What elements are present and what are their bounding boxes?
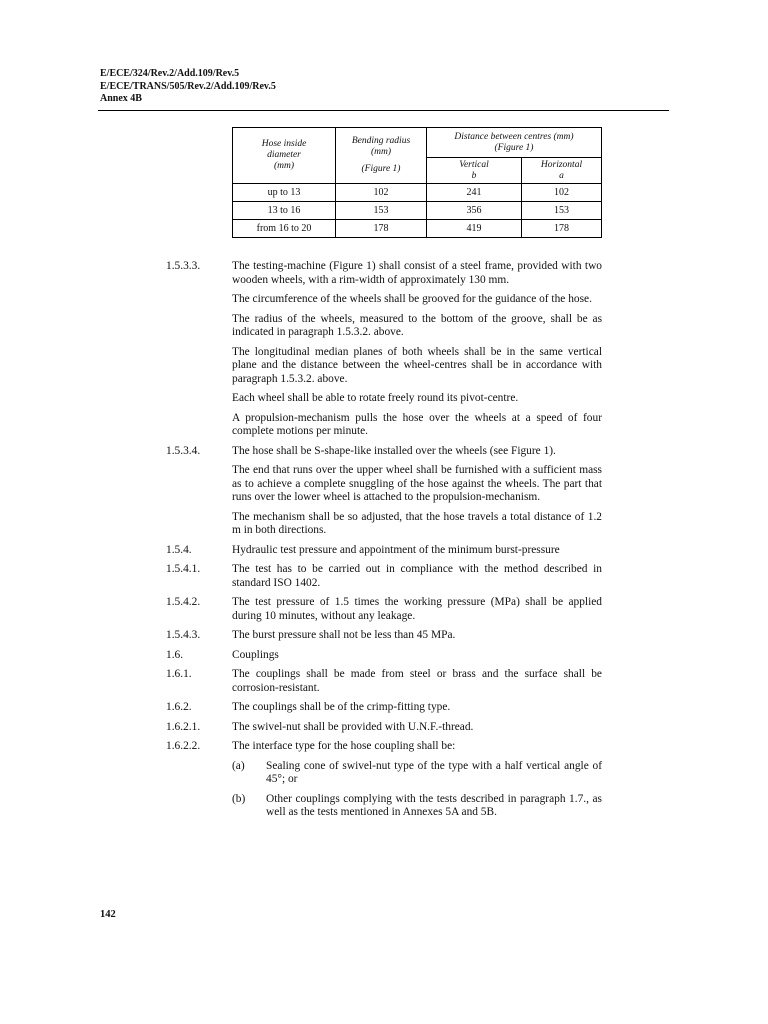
paragraph-text: The interface type for the hose coupling shall be: — [232, 740, 456, 752]
paragraph — [0, 346, 768, 387]
header-rule — [98, 110, 669, 111]
paragraph-text: The testing-machine (Figure 1) shall consist of a steel frame, provided with two wooden wheels, with a rim-width of approximately 130 mm. — [232, 260, 602, 286]
col-distance-centres: Distance between centres (mm) (Figure 1) — [427, 128, 602, 158]
col-hose-diameter: Hose inside diameter (mm) — [233, 128, 336, 184]
paragraph-text: The end that runs over the upper wheel shall be furnished with a sufficient mass as to achieve a complete snuggling of the hose against the wheels. The part that runs over the lower wheel is attached to the propulsion-mechanism. — [232, 464, 602, 503]
paragraph-text: The longitudinal median planes of both wheels shall be in the same vertical plane and the distance between the wheel-centres shall be in accordance with paragraph 1.5.3.2. above. — [232, 345, 602, 385]
paragraph-number: 1.5.4.1. — [166, 563, 201, 575]
document-body — [0, 260, 768, 826]
paragraph-number: 1.6. — [166, 648, 184, 661]
list-item-label: (b) — [232, 792, 246, 805]
paragraph-text: The couplings shall be made from steel or brass and the surface shall be corrosion-resistant. — [232, 668, 602, 694]
annex-label: Annex 4B — [100, 93, 142, 104]
doc-symbol-2: E/ECE/TRANS/505/Rev.2/Add.109/Rev.5 — [100, 80, 276, 92]
paragraph-text: The mechanism shall be so adjusted, that the hose travels a total distance of 1.2 m in both directions. — [232, 510, 602, 536]
col-vertical: Vertical b — [427, 158, 522, 184]
paragraph — [0, 649, 768, 663]
col-bending-radius: Bending radius (mm) (Figure 1) — [336, 128, 427, 184]
paragraph — [0, 260, 768, 287]
paragraph — [0, 701, 768, 715]
paragraph-number: 1.5.4.3. — [166, 629, 201, 641]
paragraph — [0, 563, 768, 590]
table-row: up to 13 102 241 102 — [233, 184, 602, 202]
table-row: 13 to 16 153 356 153 — [233, 202, 602, 220]
paragraph-text: The swivel-nut shall be provided with U.N.F.-thread. — [232, 720, 474, 733]
col-horizontal: Horizontal a — [522, 158, 602, 184]
paragraph-text: Hydraulic test pressure and appointment of the minimum burst-pressure — [232, 543, 560, 556]
paragraph-number: 1.6.2. — [166, 701, 192, 713]
paragraph-text: The radius of the wheels, measured to the bottom of the groove, shall be as indicated in paragraph 1.5.3.2. above. — [232, 312, 602, 338]
paragraph-number: 1.5.4.2. — [166, 596, 201, 608]
paragraph — [0, 740, 768, 754]
document-header — [100, 68, 276, 106]
paragraph-text: The test has to be carried out in compliance with the method described in standard ISO 1402. — [232, 563, 602, 589]
list-item — [232, 760, 602, 787]
list-item-text: Sealing cone of swivel-nut type of the type with a half vertical angle of 45°; or — [266, 759, 602, 785]
paragraph-text: Each wheel shall be able to rotate freely round its pivot-centre. — [232, 392, 519, 404]
paragraph — [0, 721, 768, 735]
list-item-text: Other couplings complying with the tests described in paragraph 1.7., as well as the tests mentioned in Annexes 5A and 5B. — [266, 792, 602, 818]
paragraph-number: 1.5.4. — [166, 543, 192, 556]
paragraph-text: A propulsion-mechanism pulls the hose over the wheels at a speed of four complete motions per minute. — [232, 411, 602, 437]
paragraph — [0, 596, 768, 623]
paragraph-text: The circumference of the wheels shall be grooved for the guidance of the hose. — [232, 293, 592, 305]
paragraph — [0, 668, 768, 695]
paragraph-text: The burst pressure shall not be less than 45 MPa. — [232, 629, 456, 641]
paragraph — [0, 544, 768, 558]
paragraph-number: 1.5.3.3. — [166, 260, 201, 272]
paragraph-number: 1.6.2.2. — [166, 740, 201, 752]
page-number: 142 — [100, 909, 116, 920]
paragraph — [0, 464, 768, 505]
paragraph-text: The couplings shall be of the crimp-fitting type. — [232, 701, 451, 713]
paragraph-number: 1.6.2.1. — [166, 720, 201, 733]
paragraph — [0, 412, 768, 439]
list-item — [232, 793, 602, 820]
paragraph — [0, 445, 768, 459]
paragraph-text: The test pressure of 1.5 times the working pressure (MPa) shall be applied during 10 minutes, without any leakage. — [232, 596, 602, 622]
paragraph-number: 1.5.3.4. — [166, 444, 201, 457]
paragraph-text: Couplings — [232, 648, 279, 661]
paragraph-text: The hose shall be S-shape-like installed over the wheels (see Figure 1). — [232, 444, 556, 457]
list-item-label: (a) — [232, 759, 245, 772]
paragraph — [0, 293, 768, 307]
paragraph — [0, 392, 768, 406]
paragraph — [0, 511, 768, 538]
bending-table — [232, 127, 602, 238]
paragraph — [0, 313, 768, 340]
paragraph-number: 1.6.1. — [166, 668, 192, 680]
doc-symbol-1: E/ECE/324/Rev.2/Add.109/Rev.5 — [100, 68, 240, 79]
table-row: from 16 to 20 178 419 178 — [233, 220, 602, 238]
paragraph — [0, 629, 768, 643]
